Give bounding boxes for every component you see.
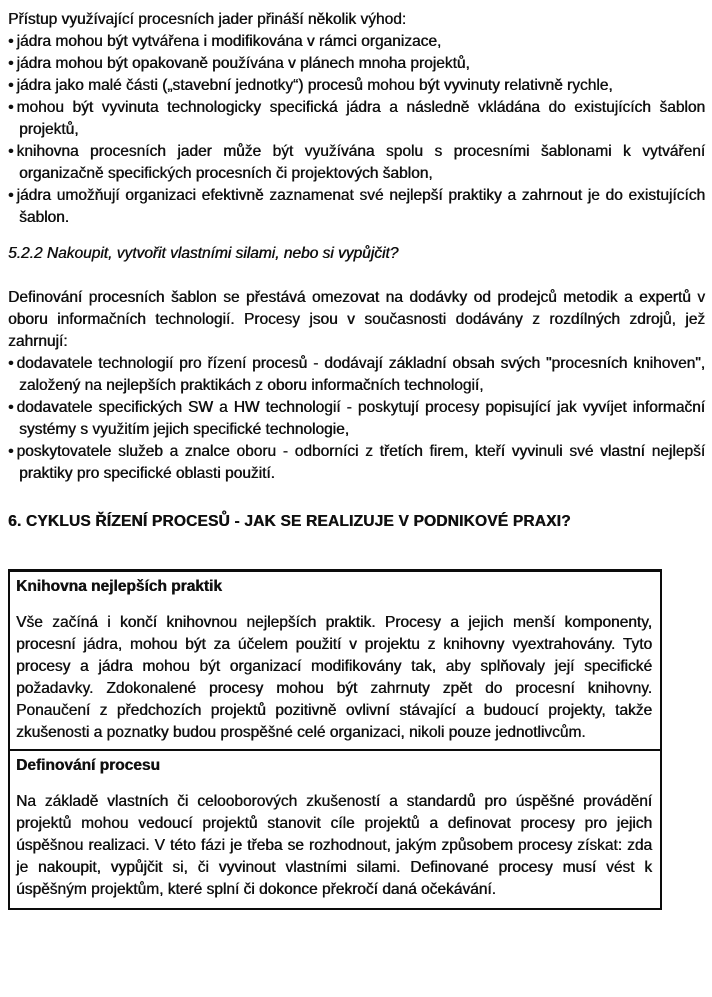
list-item: • jádra mohou být opakovaně používána v plánech mnoha projektů,	[8, 53, 705, 75]
list-item: • dodavatele specifických SW a HW technologií - poskytují procesy popisující jak vyvíjet informační systémy s využitím jejich specifické technologie,	[8, 397, 705, 441]
box-section-title: Definování procesu	[16, 757, 160, 774]
list-item: • poskytovatele služeb a znalce oboru - odborníci z třetích firem, kteří vyvinuli své vlastní nejlepší praktiky pro specifické oblasti použití.	[8, 441, 705, 485]
list-item: • jádra jako malé části („stavební jednotky“) procesů mohou být vyvinuty relativně rychle,	[8, 75, 705, 97]
list-item: • mohou být vyvinuta technologicky specifická jádra a následně vkládána do existujících šablon projektů,	[8, 97, 705, 141]
advantages-list	[8, 31, 705, 229]
box-section-body: Na základě vlastních či celooborových zkušeností a standardů pro úspěšné provádění projektů mohou vedoucí projektů stanovit cíle projektů a definovat procesy pro jejich úspěšnou realizaci. V této fázi je třeba se rozhodnout, jakým způsobem procesy získat: zda je nakoupit, vypůjčit si, či vyvinout vlastními silami. Definované procesy musí vést k úspěšným projektům, které splní či dokonce překročí daná očekávání.	[16, 793, 652, 898]
sources-intro-paragraph: Definování procesních šablon se přestává omezovat na dodávky od prodejců metodik a expertů v oboru informačních technologií. Procesy jsou v současnosti dodávány z rozdílných zdrojů, jež zahrnují:	[8, 289, 705, 350]
intro-paragraph: Přístup využívající procesních jader přináší několik výhod:	[8, 11, 407, 28]
list-item: • knihovna procesních jader může být využívána spolu s procesními šablonami k vytváření organizačně specifických procesních či projektových šablon,	[8, 141, 705, 185]
box-section-title: Knihovna nejlepších praktik	[16, 578, 222, 595]
section-5-2-2-heading: 5.2.2 Nakoupit, vytvořit vlastními silami, nebo si vypůjčit?	[8, 245, 399, 262]
list-item: • jádra mohou být vytvářena i modifikována v rámci organizace,	[8, 31, 705, 53]
sources-list	[8, 353, 705, 485]
box-section-process-definition	[10, 749, 660, 908]
box-section-body: Vše začíná i končí knihovnou nejlepších praktik. Procesy a jejich menší komponenty, procesní jádra, mohou být za účelem použití v projektu z knihovny vyextrahovány. Tyto procesy a jádra mohou být organizací modifikovány tak, aby splňovaly její specifické požadavky. Zdokonalené procesy mohou být zahrnuty zpět do procesní knihovny. Ponaučení z předchozích projektů pozitivně ovlivní stávající a budoucí projekty, takže zkušenosti a poznatky budou prospěšné celé organizaci, nikoli pouze jednotlivcům.	[16, 614, 652, 741]
box-section-best-practice-library	[10, 572, 660, 749]
process-cycle-box	[8, 569, 662, 910]
list-item: • dodavatele technologií pro řízení procesů - dodávají základní obsah svých "procesních knihoven", založený na nejlepších praktikách z oboru informačních technologií,	[8, 353, 705, 397]
chapter-6-heading: 6. CYKLUS ŘÍZENÍ PROCESŮ - JAK SE REALIZUJE V PODNIKOVÉ PRAXI?	[8, 513, 571, 530]
list-item: • jádra umožňují organizaci efektivně zaznamenat své nejlepší praktiky a zahrnout je do existujících šablon.	[8, 185, 705, 229]
